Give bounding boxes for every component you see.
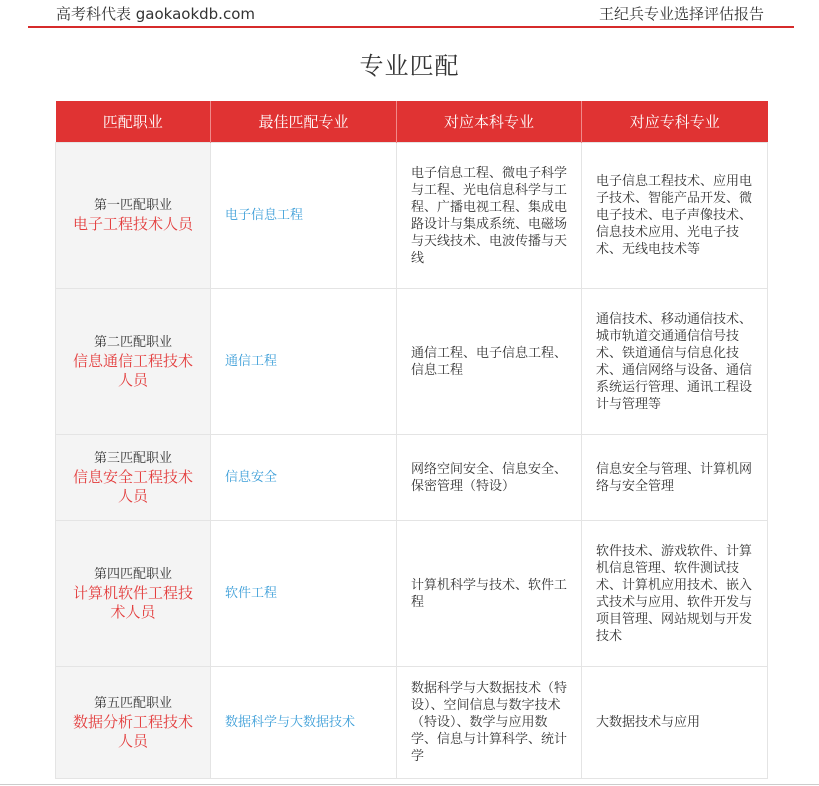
table-row: [56, 521, 768, 667]
job-name: 信息安全工程技术人员: [72, 467, 193, 505]
job-name: 信息通信工程技术人员: [72, 351, 193, 389]
col-header-best-major: 最佳匹配专业: [211, 101, 397, 143]
college-cell: 信息安全与管理、计算机网络与安全管理: [582, 435, 768, 521]
job-rank: 第三匹配职业: [93, 450, 172, 466]
undergrad-cell: 电子信息工程、微电子科学与工程、光电信息科学与工程、广播电视工程、集成电路设计与集成系统、电磁场与天线技术、电波传播与天线: [397, 143, 582, 289]
job-rank: 第四匹配职业: [93, 566, 172, 582]
best-major-link[interactable]: 软件工程: [225, 586, 278, 601]
best-major-cell: [211, 521, 397, 667]
table-row: [56, 435, 768, 521]
job-name: 数据分析工程技术人员: [72, 712, 193, 750]
best-major-link[interactable]: 通信工程: [225, 354, 278, 369]
major-match-table: [55, 101, 768, 779]
job-name: 计算机软件工程技术人员: [72, 583, 193, 621]
report-title: 王纪兵专业选择评估报告: [598, 5, 764, 23]
job-cell: [56, 143, 211, 289]
page-bottom-divider: [0, 784, 819, 785]
best-major-link[interactable]: 信息安全: [225, 470, 278, 485]
undergrad-cell: 计算机科学与技术、软件工程: [397, 521, 582, 667]
job-cell: [56, 435, 211, 521]
col-header-undergrad: 对应本科专业: [397, 101, 582, 143]
college-cell: 大数据技术与应用: [582, 667, 768, 779]
best-major-cell: [211, 143, 397, 289]
table-row: [56, 143, 768, 289]
best-major-cell: [211, 667, 397, 779]
college-cell: 电子信息工程技术、应用电子技术、智能产品开发、微电子技术、电子声像技术、信息技术应用、光电子技术、无线电技术等: [582, 143, 768, 289]
job-rank: 第二匹配职业: [93, 334, 172, 350]
job-cell: [56, 667, 211, 779]
job-rank: 第一匹配职业: [93, 198, 172, 213]
undergrad-cell: 数据科学与大数据技术（特设）、空间信息与数字技术（特设）、数学与应用数学、信息与计算科学、统计学: [397, 667, 582, 779]
college-cell: 通信技术、移动通信技术、城市轨道交通通信信号技术、铁道通信与信息化技术、通信网络与设备、通信系统运行管理、通讯工程设计与管理等: [582, 289, 768, 435]
col-header-college: 对应专科专业: [582, 101, 768, 143]
page-title: 专业匹配: [359, 52, 460, 80]
table-row: [56, 667, 768, 779]
best-major-cell: [211, 435, 397, 521]
page-header: [28, 0, 794, 28]
undergrad-cell: 通信工程、电子信息工程、信息工程: [397, 289, 582, 435]
brand-label: 高考科代表 gaokaokdb.com: [56, 5, 255, 23]
job-name: 电子工程技术人员: [72, 215, 193, 233]
table-header-row: [56, 101, 768, 143]
best-major-cell: [211, 289, 397, 435]
college-cell: 软件技术、游戏软件、计算机信息管理、软件测试技术、计算机应用技术、嵌入式技术与应用、软件开发与项目管理、网站规划与开发技术: [582, 521, 768, 667]
undergrad-cell: 网络空间安全、信息安全、保密管理（特设）: [397, 435, 582, 521]
best-major-link[interactable]: 电子信息工程: [225, 208, 304, 223]
job-cell: [56, 289, 211, 435]
job-cell: [56, 521, 211, 667]
table-row: [56, 289, 768, 435]
best-major-link[interactable]: 数据科学与大数据技术: [225, 715, 356, 730]
job-rank: 第五匹配职业: [93, 695, 172, 711]
col-header-job: 匹配职业: [56, 101, 211, 143]
